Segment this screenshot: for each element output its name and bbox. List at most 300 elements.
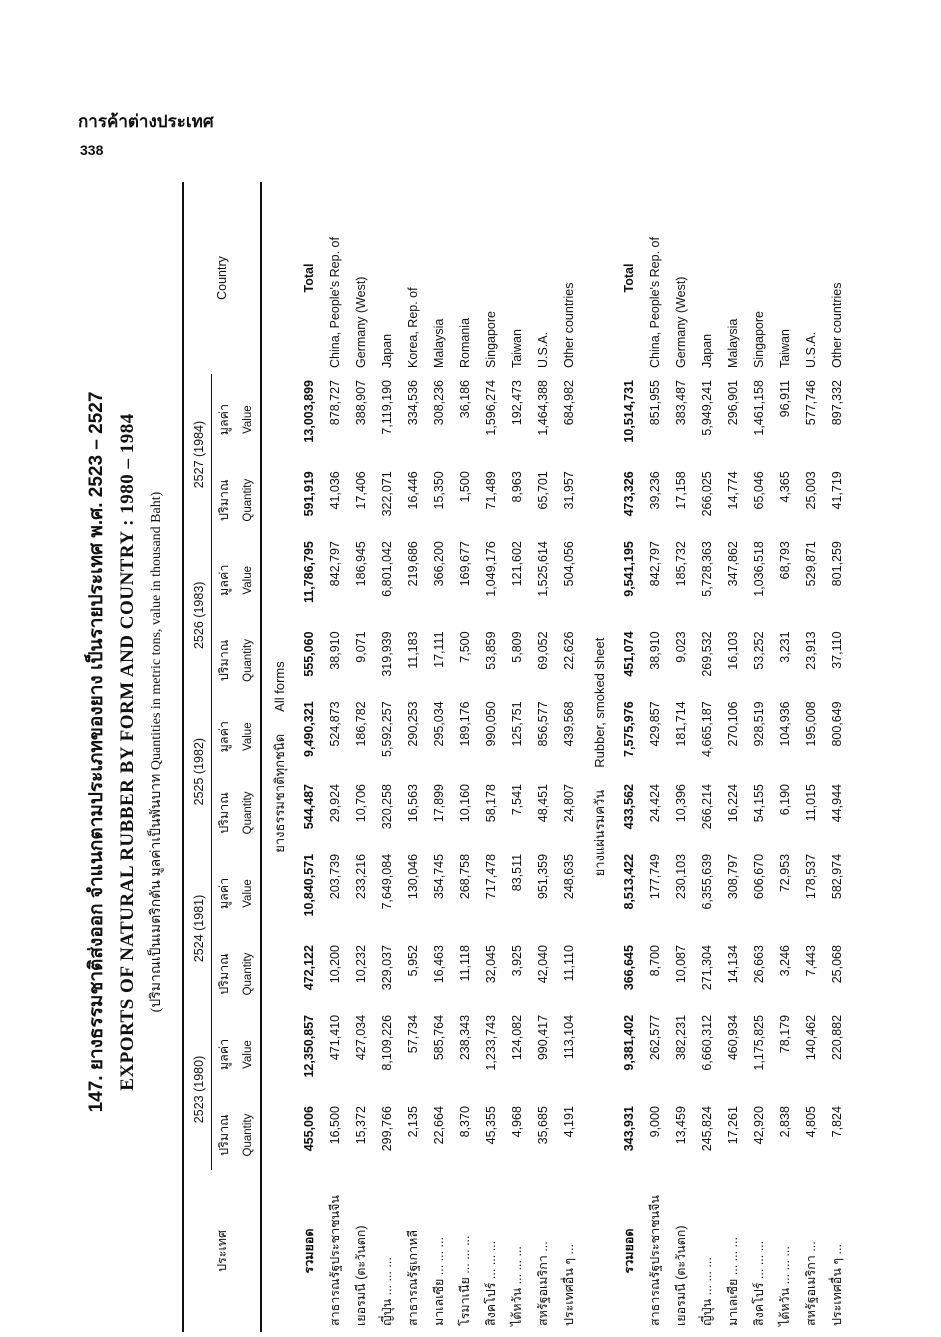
value-cell: 577,746	[804, 380, 818, 426]
header-qty-english: Quantity	[236, 465, 261, 535]
header-country-thai: ประเทศ	[184, 1170, 261, 1332]
country-name-thai: เยอรมนี (ตะวันตก)	[354, 1225, 368, 1326]
quantity-cell: 48,451	[536, 784, 550, 823]
value-cell: 296,901	[726, 380, 740, 426]
value-cell: 851,955	[648, 380, 662, 426]
value-cell: 529,871	[804, 541, 818, 587]
table-row	[348, 182, 374, 1332]
value-cell: 57,734	[406, 1014, 420, 1054]
header-year-1983: 2526 (1983)	[184, 535, 212, 695]
quantity-cell: 37,110	[830, 631, 844, 669]
value-cell: 856,577	[536, 701, 550, 747]
quantity-cell: 17,899	[432, 784, 446, 823]
quantity-cell: 16,103	[726, 631, 740, 670]
value-cell: 1,461,158	[752, 380, 766, 436]
quantity-cell: 3,231	[778, 631, 792, 663]
quantity-cell: 10,200	[328, 945, 342, 984]
value-cell: 96,911	[778, 380, 792, 418]
value-cell: 5,728,363	[700, 541, 714, 597]
value-cell: 72,953	[778, 853, 792, 893]
value-cell: 192,473	[510, 380, 524, 426]
table-row	[504, 182, 530, 1332]
quantity-cell: 41,719	[830, 471, 844, 510]
quantity-cell: 16,224	[726, 784, 740, 823]
header-qty-english: Quantity	[236, 1100, 261, 1170]
value-cell: 5,592,257	[380, 701, 394, 757]
value-cell: 388,907	[354, 380, 368, 426]
value-cell: 347,862	[726, 541, 740, 587]
country-name-thai: สิงคโปร์ ... ... ...	[752, 1240, 766, 1326]
value-cell: 878,727	[328, 380, 342, 426]
country-name-english: Germany (West)	[354, 276, 368, 368]
quantity-cell: 42,040	[536, 945, 550, 984]
value-cell: 5,949,241	[700, 380, 714, 436]
quantity-cell: 42,920	[752, 1106, 766, 1145]
value-cell: 524,873	[328, 701, 342, 747]
header-qty-english: Quantity	[236, 625, 261, 695]
section-label-english: All forms	[271, 661, 287, 712]
value-cell: 308,797	[726, 853, 740, 900]
value-cell: 9,381,402	[622, 1014, 636, 1071]
value-cell: 4,665,187	[700, 701, 714, 757]
value-cell: 113,104	[562, 1014, 576, 1060]
value-cell: 295,034	[432, 701, 446, 747]
value-cell: 203,739	[328, 853, 342, 900]
quantity-cell: 31,957	[562, 471, 576, 510]
table-row	[694, 182, 720, 1332]
value-cell: 10,840,571	[302, 853, 316, 917]
country-name-thai: รวมยอด	[302, 1228, 316, 1274]
value-cell: 36,186	[458, 380, 472, 419]
value-cell: 83,511	[510, 853, 524, 892]
value-cell: 7,119,190	[380, 380, 394, 435]
table-row	[642, 182, 668, 1332]
country-name-thai: มาเลเซีย ... ... ...	[432, 1237, 446, 1326]
value-cell: 7,575,976	[622, 701, 636, 757]
header-val-english: Value	[236, 374, 261, 465]
value-cell: 248,635	[562, 853, 576, 900]
running-head: การค้าต่างประเทศ	[78, 112, 214, 131]
quantity-cell: 15,350	[432, 471, 446, 510]
quantity-cell: 16,563	[406, 784, 420, 823]
country-name-thai: สาธารณรัฐประชาชนจีน	[648, 1195, 662, 1326]
country-name-thai: โรมาเนีย ... ... ...	[458, 1235, 472, 1326]
quantity-cell: 71,489	[484, 471, 498, 510]
quantity-cell: 69,052	[536, 631, 550, 670]
quantity-cell: 5,952	[406, 945, 420, 977]
country-name-thai: มาเลเซีย ... ... ...	[726, 1237, 740, 1326]
header-year-1980: 2523 (1980)	[184, 1009, 212, 1170]
value-cell: 684,982	[562, 380, 576, 426]
quantity-cell: 8,700	[648, 945, 662, 977]
value-cell: 585,764	[432, 1014, 446, 1061]
table-row	[322, 182, 348, 1332]
value-cell: 169,677	[458, 541, 472, 587]
value-cell: 842,797	[328, 541, 342, 587]
quantity-cell: 29,924	[328, 784, 342, 823]
header-qty-thai: ปริมาณ	[217, 792, 231, 834]
country-name-english: Total	[622, 263, 636, 293]
value-cell: 801,259	[830, 541, 844, 587]
value-cell: 504,056	[562, 541, 576, 587]
value-cell: 582,974	[830, 853, 844, 900]
header-year-1984: 2527 (1984)	[184, 374, 212, 535]
header-val-thai: มูลค่า	[217, 1038, 231, 1071]
table-title-thai: 147. ยางธรรมชาติส่งออก จำแนกตามประเภทของยาง เป็นรายประเทศ พ.ศ. 2523 – 2527	[86, 391, 107, 1113]
section-label-thai: ยางธรรมชาติทุกชนิด	[271, 733, 287, 853]
quantity-cell: 6,190	[778, 784, 792, 816]
value-cell: 1,596,274	[484, 380, 498, 436]
country-name-thai: สาธารณรัฐประชาชนจีน	[328, 1195, 342, 1326]
header-qty-thai: ปริมาณ	[217, 1114, 231, 1156]
table-row	[530, 182, 556, 1332]
country-name-thai: ไต้หวัน ... ... ...	[778, 1246, 792, 1326]
value-cell: 7,649,084	[380, 853, 394, 910]
header-qty-english: Quantity	[236, 778, 261, 848]
value-cell: 270,106	[726, 701, 740, 747]
value-cell: 12,350,857	[302, 1014, 316, 1078]
table-row	[452, 182, 478, 1332]
table-units-note: (ปริมาณเป็นเมตริกตัน มูลค่าเป็นพันบาท Quantities in metric tons, value in thousand Baht)	[149, 491, 164, 1013]
header-country-english: Country	[184, 182, 261, 374]
value-cell: 1,036,518	[752, 541, 766, 597]
quantity-cell: 38,910	[328, 631, 342, 670]
value-cell: 185,732	[674, 541, 688, 587]
value-cell: 717,478	[484, 853, 498, 900]
value-cell: 13,003,899	[302, 380, 316, 443]
quantity-cell: 53,252	[752, 631, 766, 670]
quantity-cell: 11,015	[804, 784, 818, 822]
quantity-cell: 16,463	[432, 945, 446, 984]
quantity-cell: 65,046	[752, 471, 766, 510]
value-cell: 186,945	[354, 541, 368, 587]
quantity-cell: 53,859	[484, 631, 498, 670]
country-name-thai: ญี่ปุ่น ... ... ...	[380, 1257, 394, 1326]
header-val-thai: มูลค่า	[217, 403, 231, 436]
value-cell: 189,176	[458, 701, 472, 747]
country-name-english: Total	[302, 263, 316, 293]
value-cell: 125,751	[510, 701, 524, 747]
header-year-1981: 2524 (1981)	[184, 848, 212, 1009]
value-cell: 6,660,312	[700, 1014, 714, 1071]
quantity-cell: 11,183	[406, 631, 420, 669]
quantity-cell: 266,214	[700, 784, 714, 830]
header-val-thai: มูลค่า	[217, 877, 231, 910]
country-name-thai: ประเทศอื่น ๆ ...	[830, 1244, 844, 1326]
header-val-english: Value	[236, 1009, 261, 1100]
table-title-english: EXPORTS OF NATURAL RUBBER BY FORM AND COUNTRY : 1980 – 1984	[117, 413, 138, 1091]
quantity-cell: 5,809	[510, 631, 524, 663]
quantity-cell: 7,500	[458, 631, 472, 663]
value-cell: 268,758	[458, 853, 472, 900]
value-cell: 383,487	[674, 380, 688, 426]
quantity-cell: 3,246	[778, 945, 792, 977]
exports-table	[182, 182, 850, 1332]
quantity-cell: 366,645	[622, 945, 636, 991]
table-row	[720, 182, 746, 1332]
country-name-english: Malaysia	[432, 318, 446, 368]
quantity-cell: 38,910	[648, 631, 662, 670]
quantity-cell: 4,191	[562, 1106, 576, 1138]
quantity-cell: 44,944	[830, 784, 844, 823]
country-name-thai: สหรัฐอเมริกา ...	[804, 1241, 818, 1326]
quantity-cell: 10,232	[354, 945, 368, 984]
value-cell: 842,797	[648, 541, 662, 587]
header-qty-thai: ปริมาณ	[217, 953, 231, 995]
quantity-cell: 16,446	[406, 471, 420, 510]
country-name-thai: สหรัฐอเมริกา ...	[536, 1241, 550, 1326]
page-number: 338	[80, 142, 104, 158]
value-cell: 195,008	[804, 701, 818, 747]
country-name-english: Other countries	[830, 282, 844, 368]
quantity-cell: 8,963	[510, 471, 524, 503]
value-cell: 928,519	[752, 701, 766, 747]
quantity-cell: 17,158	[674, 471, 688, 510]
quantity-cell: 15,372	[354, 1106, 368, 1145]
value-cell: 382,231	[674, 1014, 688, 1061]
value-cell: 366,200	[432, 541, 446, 587]
quantity-cell: 26,663	[752, 945, 766, 984]
country-name-thai: สาธารณรัฐเกาหลี	[406, 1230, 420, 1326]
value-cell: 78,179	[778, 1014, 792, 1054]
quantity-cell: 271,304	[700, 945, 714, 991]
quantity-cell: 22,664	[432, 1106, 446, 1145]
quantity-cell: 11,110	[562, 945, 576, 982]
table-row	[772, 182, 798, 1332]
quantity-cell: 319,939	[380, 631, 394, 677]
country-name-english: Taiwan	[510, 329, 524, 368]
table-row	[746, 182, 772, 1332]
quantity-cell: 14,774	[726, 471, 740, 510]
table-row	[374, 182, 400, 1332]
country-name-english: Romania	[458, 317, 472, 368]
quantity-cell: 2,135	[406, 1106, 420, 1138]
quantity-cell: 14,134	[726, 945, 740, 984]
quantity-cell: 24,807	[562, 784, 576, 823]
value-cell: 354,745	[432, 853, 446, 900]
quantity-cell: 10,396	[674, 784, 688, 823]
value-cell: 9,541,195	[622, 541, 636, 597]
country-name-thai: ประเทศอื่น ๆ ...	[562, 1244, 576, 1326]
value-cell: 606,670	[752, 853, 766, 900]
value-cell: 178,537	[804, 853, 818, 900]
country-name-english: Singapore	[484, 311, 498, 368]
header-qty-thai: ปริมาณ	[217, 479, 231, 521]
value-cell: 334,536	[406, 380, 420, 426]
value-cell: 8,513,422	[622, 853, 636, 910]
quantity-cell: 455,006	[302, 1106, 316, 1152]
section-header	[261, 182, 296, 1332]
quantity-cell: 245,824	[700, 1106, 714, 1152]
header-val-english: Value	[236, 535, 261, 625]
country-name-english: Singapore	[752, 311, 766, 368]
quantity-cell: 320,258	[380, 784, 394, 830]
country-name-thai: ไต้หวัน ... ... ...	[510, 1246, 524, 1326]
value-cell: 186,782	[354, 701, 368, 747]
country-name-english: Japan	[700, 333, 714, 368]
quantity-cell: 9,023	[674, 631, 688, 663]
quantity-cell: 54,155	[752, 784, 766, 823]
quantity-cell: 266,025	[700, 471, 714, 517]
header-val-english: Value	[236, 848, 261, 939]
table-row	[478, 182, 504, 1332]
quantity-cell: 11,118	[458, 945, 472, 982]
value-cell: 429,857	[648, 701, 662, 747]
quantity-cell: 41,036	[328, 471, 342, 510]
quantity-cell: 1,500	[458, 471, 472, 503]
header-qty-thai: ปริมาณ	[217, 639, 231, 682]
country-name-english: U.S.A.	[536, 331, 550, 368]
quantity-cell: 32,045	[484, 945, 498, 984]
country-name-english: China, People's Rep. of	[328, 237, 342, 368]
value-cell: 990,417	[536, 1014, 550, 1061]
country-name-english: Other countries	[562, 282, 576, 368]
value-cell: 140,462	[804, 1014, 818, 1061]
value-cell: 124,082	[510, 1014, 524, 1061]
value-cell: 290,253	[406, 701, 420, 747]
value-cell: 1,464,388	[536, 380, 550, 436]
value-cell: 10,514,731	[622, 380, 636, 443]
table-row	[426, 182, 452, 1332]
country-name-english: Malaysia	[726, 318, 740, 368]
value-cell: 427,034	[354, 1014, 368, 1061]
rotated-table-page	[82, 172, 872, 1332]
table-body	[261, 182, 850, 1332]
country-name-english: U.S.A.	[804, 331, 818, 368]
table-row	[400, 182, 426, 1332]
quantity-cell: 2,838	[778, 1106, 792, 1138]
quantity-cell: 58,178	[484, 784, 498, 823]
quantity-cell: 17,406	[354, 471, 368, 510]
header-val-thai: มูลค่า	[217, 721, 231, 753]
value-cell: 230,103	[674, 853, 688, 900]
quantity-cell: 16,500	[328, 1106, 342, 1145]
quantity-cell: 10,160	[458, 784, 472, 823]
country-name-thai: รวมยอด	[622, 1228, 636, 1274]
value-cell: 1,175,825	[752, 1014, 766, 1071]
quantity-cell: 17,261	[726, 1106, 740, 1145]
value-cell: 130,046	[406, 853, 420, 900]
quantity-cell: 13,459	[674, 1106, 688, 1145]
value-cell: 177,749	[648, 853, 662, 900]
section-header	[582, 182, 616, 1332]
country-name-thai: สิงคโปร์ ... ... ...	[484, 1240, 498, 1326]
value-cell: 262,577	[648, 1014, 662, 1061]
quantity-cell: 35,685	[536, 1106, 550, 1145]
section-label-thai: ยางแผ่นรมควัน	[591, 789, 607, 877]
value-cell: 800,649	[830, 701, 844, 747]
quantity-cell: 555,060	[302, 631, 316, 677]
value-cell: 9,490,321	[302, 701, 316, 757]
country-name-english: Korea, Rep. of	[406, 287, 420, 368]
quantity-cell: 472,122	[302, 945, 316, 991]
value-cell: 233,216	[354, 853, 368, 900]
value-cell: 181,714	[674, 701, 688, 747]
header-qty-english: Quantity	[236, 939, 261, 1009]
value-cell: 6,355,639	[700, 853, 714, 910]
value-cell: 1,233,743	[484, 1014, 498, 1071]
value-cell: 308,236	[432, 380, 446, 426]
quantity-cell: 45,355	[484, 1106, 498, 1145]
country-name-thai: เยอรมนี (ตะวันตก)	[674, 1225, 688, 1326]
header-val-english: Value	[236, 695, 261, 778]
value-cell: 104,936	[778, 701, 792, 747]
section-label-english: Rubber, smoked sheet	[591, 637, 607, 768]
quantity-cell: 322,071	[380, 471, 394, 517]
value-cell: 121,602	[510, 541, 524, 587]
quantity-cell: 7,541	[510, 784, 524, 816]
value-cell: 238,343	[458, 1014, 472, 1061]
country-name-english: Japan	[380, 333, 394, 368]
quantity-cell: 4,805	[804, 1106, 818, 1138]
quantity-cell: 7,824	[830, 1106, 844, 1138]
quantity-cell: 10,087	[674, 945, 688, 984]
value-cell: 8,109,226	[380, 1014, 394, 1071]
quantity-cell: 7,443	[804, 945, 818, 977]
country-name-english: Taiwan	[778, 329, 792, 368]
quantity-cell: 9,000	[648, 1106, 662, 1138]
quantity-cell: 4,968	[510, 1106, 524, 1138]
quantity-cell: 473,326	[622, 471, 636, 517]
value-cell: 897,332	[830, 380, 844, 426]
value-cell: 219,686	[406, 541, 420, 587]
table-row	[798, 182, 824, 1332]
value-cell: 951,359	[536, 853, 550, 900]
quantity-cell: 17,111	[432, 631, 446, 668]
header-year-1982: 2525 (1982)	[184, 695, 212, 848]
value-cell: 68,793	[778, 541, 792, 580]
quantity-cell: 9,071	[354, 631, 368, 663]
value-cell: 439,568	[562, 701, 576, 747]
value-cell: 1,525,614	[536, 541, 550, 597]
value-cell: 471,410	[328, 1014, 342, 1061]
quantity-cell: 8,370	[458, 1106, 472, 1138]
quantity-cell: 329,037	[380, 945, 394, 991]
country-name-thai: ญี่ปุ่น ... ... ...	[700, 1257, 714, 1326]
quantity-cell: 433,562	[622, 784, 636, 830]
header-val-thai: มูลค่า	[217, 564, 231, 596]
value-cell: 11,786,795	[302, 541, 316, 604]
value-cell: 990,050	[484, 701, 498, 747]
value-cell: 6,801,042	[380, 541, 394, 597]
quantity-cell: 25,068	[830, 945, 844, 984]
total-row	[296, 182, 322, 1332]
quantity-cell: 451,074	[622, 631, 636, 677]
value-cell: 460,934	[726, 1014, 740, 1061]
quantity-cell: 39,236	[648, 471, 662, 510]
table-row	[556, 182, 582, 1332]
country-name-english: China, People's Rep. of	[648, 237, 662, 368]
quantity-cell: 299,766	[380, 1106, 394, 1152]
quantity-cell: 269,532	[700, 631, 714, 677]
quantity-cell: 544,487	[302, 784, 316, 830]
quantity-cell: 3,925	[510, 945, 524, 977]
quantity-cell: 22,626	[562, 631, 576, 670]
quantity-cell: 24,424	[648, 784, 662, 823]
table-row	[668, 182, 694, 1332]
country-name-english: Germany (West)	[674, 276, 688, 368]
quantity-cell: 23,913	[804, 631, 818, 670]
quantity-cell: 343,931	[622, 1106, 636, 1152]
quantity-cell: 10,706	[354, 784, 368, 823]
quantity-cell: 4,365	[778, 471, 792, 503]
value-cell: 1,049,176	[484, 541, 498, 597]
total-row	[616, 182, 642, 1332]
quantity-cell: 591,919	[302, 471, 316, 517]
value-cell: 220,882	[830, 1014, 844, 1061]
quantity-cell: 25,003	[804, 471, 818, 510]
table-row	[824, 182, 850, 1332]
